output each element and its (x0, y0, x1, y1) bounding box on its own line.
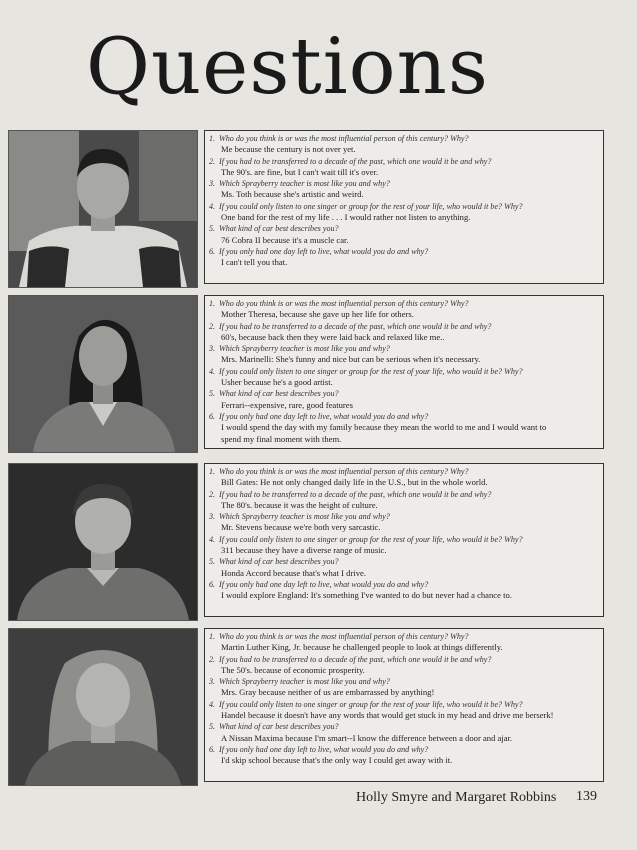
question-1: 1. Who do you think is or was the most influential person of this century? Why? (209, 299, 469, 308)
answer-6-continued: spend my final moment with them. (221, 433, 342, 444)
question-6: 6. If you only had one day left to live, what would you do and why? (209, 579, 429, 589)
answer-3: Mrs. Marinelli: She's funny and nice but can be serious when it's necessary. (221, 354, 481, 365)
page-number: 139 (576, 789, 597, 804)
question-4: 4. If you could only listen to one singer or group for the rest of your life, who would it be? Why? (209, 366, 523, 376)
student-entry-3 (8, 463, 604, 623)
question-1: 1. Who do you think is or was the most influential person of this century? Why? (209, 632, 469, 641)
student-entry-4 (8, 628, 604, 788)
footer-author-names: Holly Smyre and Margaret Robbins (356, 790, 557, 805)
question-6: 6. If you only had one day left to live, what would you do and why? (209, 744, 429, 754)
question-4: 4. If you could only listen to one singer or group for the rest of your life, who would it be? Why? (209, 699, 523, 709)
answer-5: A Nissan Maxima because I'm smart--I know the difference between a door and ajar. (221, 732, 513, 743)
student-entry-2 (8, 295, 604, 455)
question-3: 3. Which Sprayberry teacher is most like you and why? (209, 179, 390, 189)
answer-3: Mr. Stevens because we're both very sarcastic. (221, 522, 381, 533)
answer-5: Ferrari--expensive, rare, good features (221, 399, 353, 410)
page-title: Questions (86, 22, 489, 112)
student-photo (8, 463, 198, 621)
answer-6: I can't tell you that. (221, 257, 288, 268)
answer-6: I would spend the day with my family because they mean the world to me and I would want to (221, 422, 547, 433)
answer-6: I'd skip school because that's the only way I could get away with it. (221, 755, 453, 766)
question-5: 5. What kind of car best describes you? (209, 389, 339, 399)
answer-1: Mother Theresa, because she gave up her life for others. (221, 309, 414, 320)
answer-6: I would explore England: It's something I've wanted to do but never had a chance to. (221, 590, 512, 601)
question-4: 4. If you could only listen to one singer or group for the rest of your life, who would it be? Why? (209, 534, 523, 544)
answer-4: One band for the rest of my life . . . I would rather not listen to anything. (221, 212, 471, 223)
answer-5: 76 Cobra II because it's a muscle car. (221, 234, 349, 245)
answer-4: Usher because he's a good artist. (221, 377, 333, 388)
answer-3: Mrs. Gray because neither of us are embarrassed by anything! (221, 687, 435, 698)
answer-2: The 50's. because of economic prosperity. (221, 664, 365, 675)
answer-4: Handel because it doesn't have any words that would get stuck in my head and drive me berserk! (221, 710, 554, 721)
answer-1: Martin Luther King, Jr. because he challenged people to look at things differently. (221, 642, 503, 653)
question-6: 6. If you only had one day left to live, what would you do and why? (209, 246, 429, 256)
question-5: 5. What kind of car best describes you? (209, 722, 339, 732)
answer-2: 60's, because back then they were laid back and relaxed like me.. (221, 331, 445, 342)
question-2: 2. If you had to be transferred to a decade of the past, which one would it be and why? (209, 321, 492, 331)
qa-box (204, 130, 604, 284)
question-6: 6. If you only had one day left to live, what would you do and why? (209, 411, 429, 421)
answer-4: 311 because they have a diverse range of music. (221, 545, 387, 556)
student-photo (8, 130, 198, 288)
question-5: 5. What kind of car best describes you? (209, 557, 339, 567)
question-1: 1. Who do you think is or was the most influential person of this century? Why? (209, 467, 469, 476)
answer-2: The 80's. because it was the height of culture. (221, 499, 378, 510)
question-4: 4. If you could only listen to one singer or group for the rest of your life, who would it be? Why? (209, 201, 523, 211)
question-3: 3. Which Sprayberry teacher is most like you and why? (209, 344, 390, 354)
question-2: 2. If you had to be transferred to a decade of the past, which one would it be and why? (209, 156, 492, 166)
question-2: 2. If you had to be transferred to a decade of the past, which one would it be and why? (209, 489, 492, 499)
student-entry-1 (8, 130, 604, 290)
question-3: 3. Which Sprayberry teacher is most like you and why? (209, 677, 390, 687)
qa-box (204, 628, 604, 782)
answer-3: Ms. Toth because she's artistic and weird. (221, 189, 364, 200)
question-1: 1. Who do you think is or was the most influential person of this century? Why? (209, 134, 469, 143)
question-3: 3. Which Sprayberry teacher is most like you and why? (209, 512, 390, 522)
qa-box (204, 463, 604, 617)
answer-1: Me because the century is not over yet. (221, 144, 356, 155)
student-photo (8, 295, 198, 453)
question-2: 2. If you had to be transferred to a decade of the past, which one would it be and why? (209, 654, 492, 664)
qa-box (204, 295, 604, 449)
answer-2: The 90's. are fine, but I can't wait till it's over. (221, 166, 379, 177)
answer-1: Bill Gates: He not only changed daily life in the U.S., but in the whole world. (221, 477, 488, 488)
question-5: 5. What kind of car best describes you? (209, 224, 339, 234)
student-photo (8, 628, 198, 786)
answer-5: Honda Accord because that's what I drive. (221, 567, 366, 578)
